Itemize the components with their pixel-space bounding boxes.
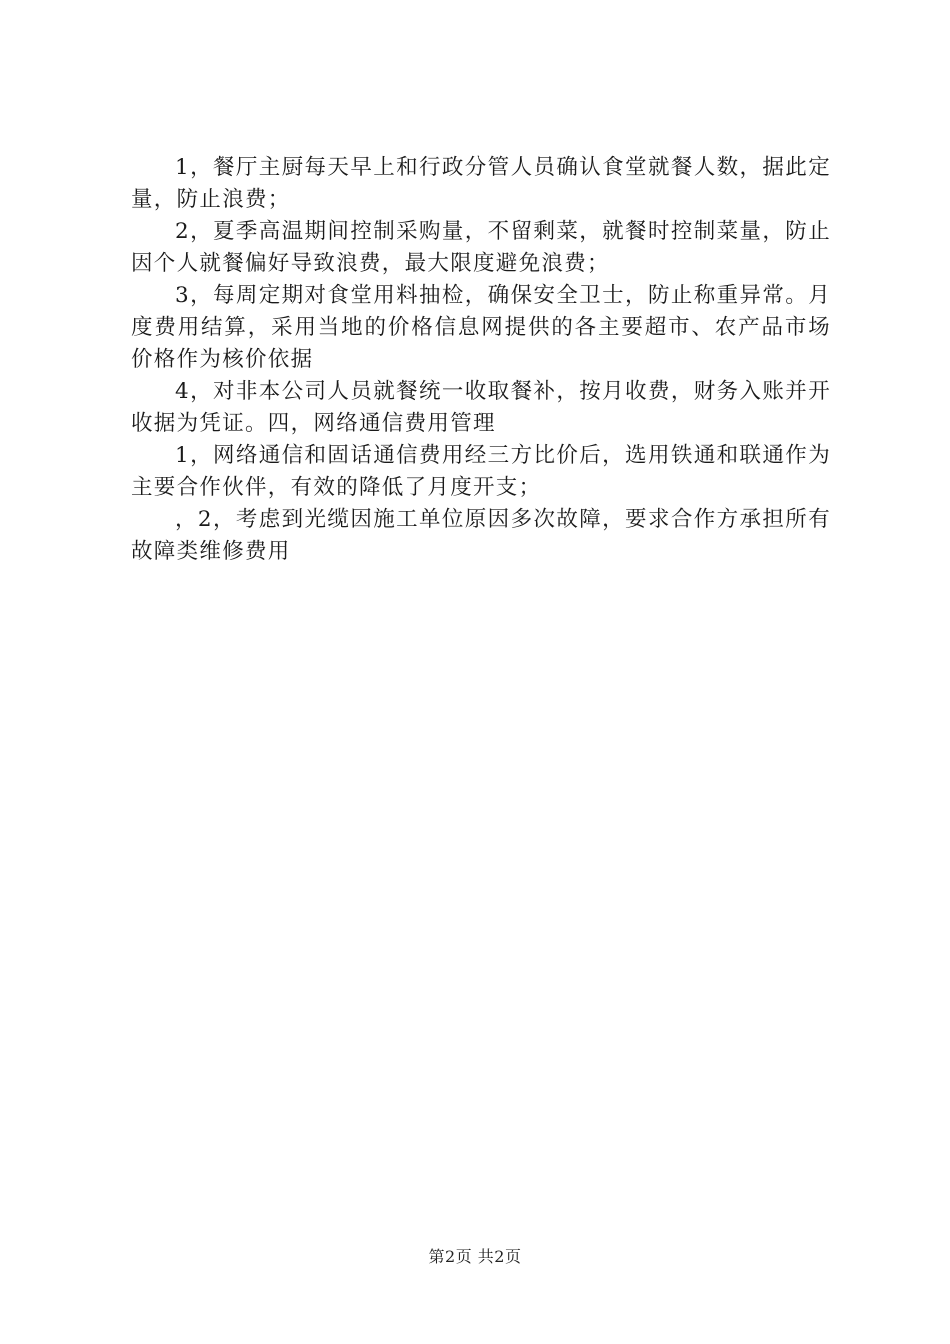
document-body — [131, 152, 831, 568]
paragraph-4: 4，对非本公司人员就餐统一收取餐补，按月收费，财务入账并开收据为凭证。四，网络通信费用管理 — [131, 379, 831, 436]
paragraph-6: ，2，考虑到光缆因施工单位原因多次故障，要求合作方承担所有故障类维修费用 — [131, 507, 831, 564]
paragraph-3: 3，每周定期对食堂用料抽检，确保安全卫士，防止称重异常。月度费用结算，采用当地的价格信息网提供的各主要超市、农产品市场价格作为核价依据 — [131, 283, 831, 372]
paragraph-1: 1，餐厅主厨每天早上和行政分管人员确认食堂就餐人数，据此定量，防止浪费； — [131, 155, 831, 212]
page-footer: 第2页 共2页 — [428, 1247, 522, 1266]
paragraph-5: 1，网络通信和固话通信费用经三方比价后，选用铁通和联通作为主要合作伙伴，有效的降低了月度开支； — [131, 443, 831, 500]
paragraph-2: 2，夏季高温期间控制采购量，不留剩菜，就餐时控制菜量，防止因个人就餐偏好导致浪费，最大限度避免浪费； — [131, 219, 831, 276]
